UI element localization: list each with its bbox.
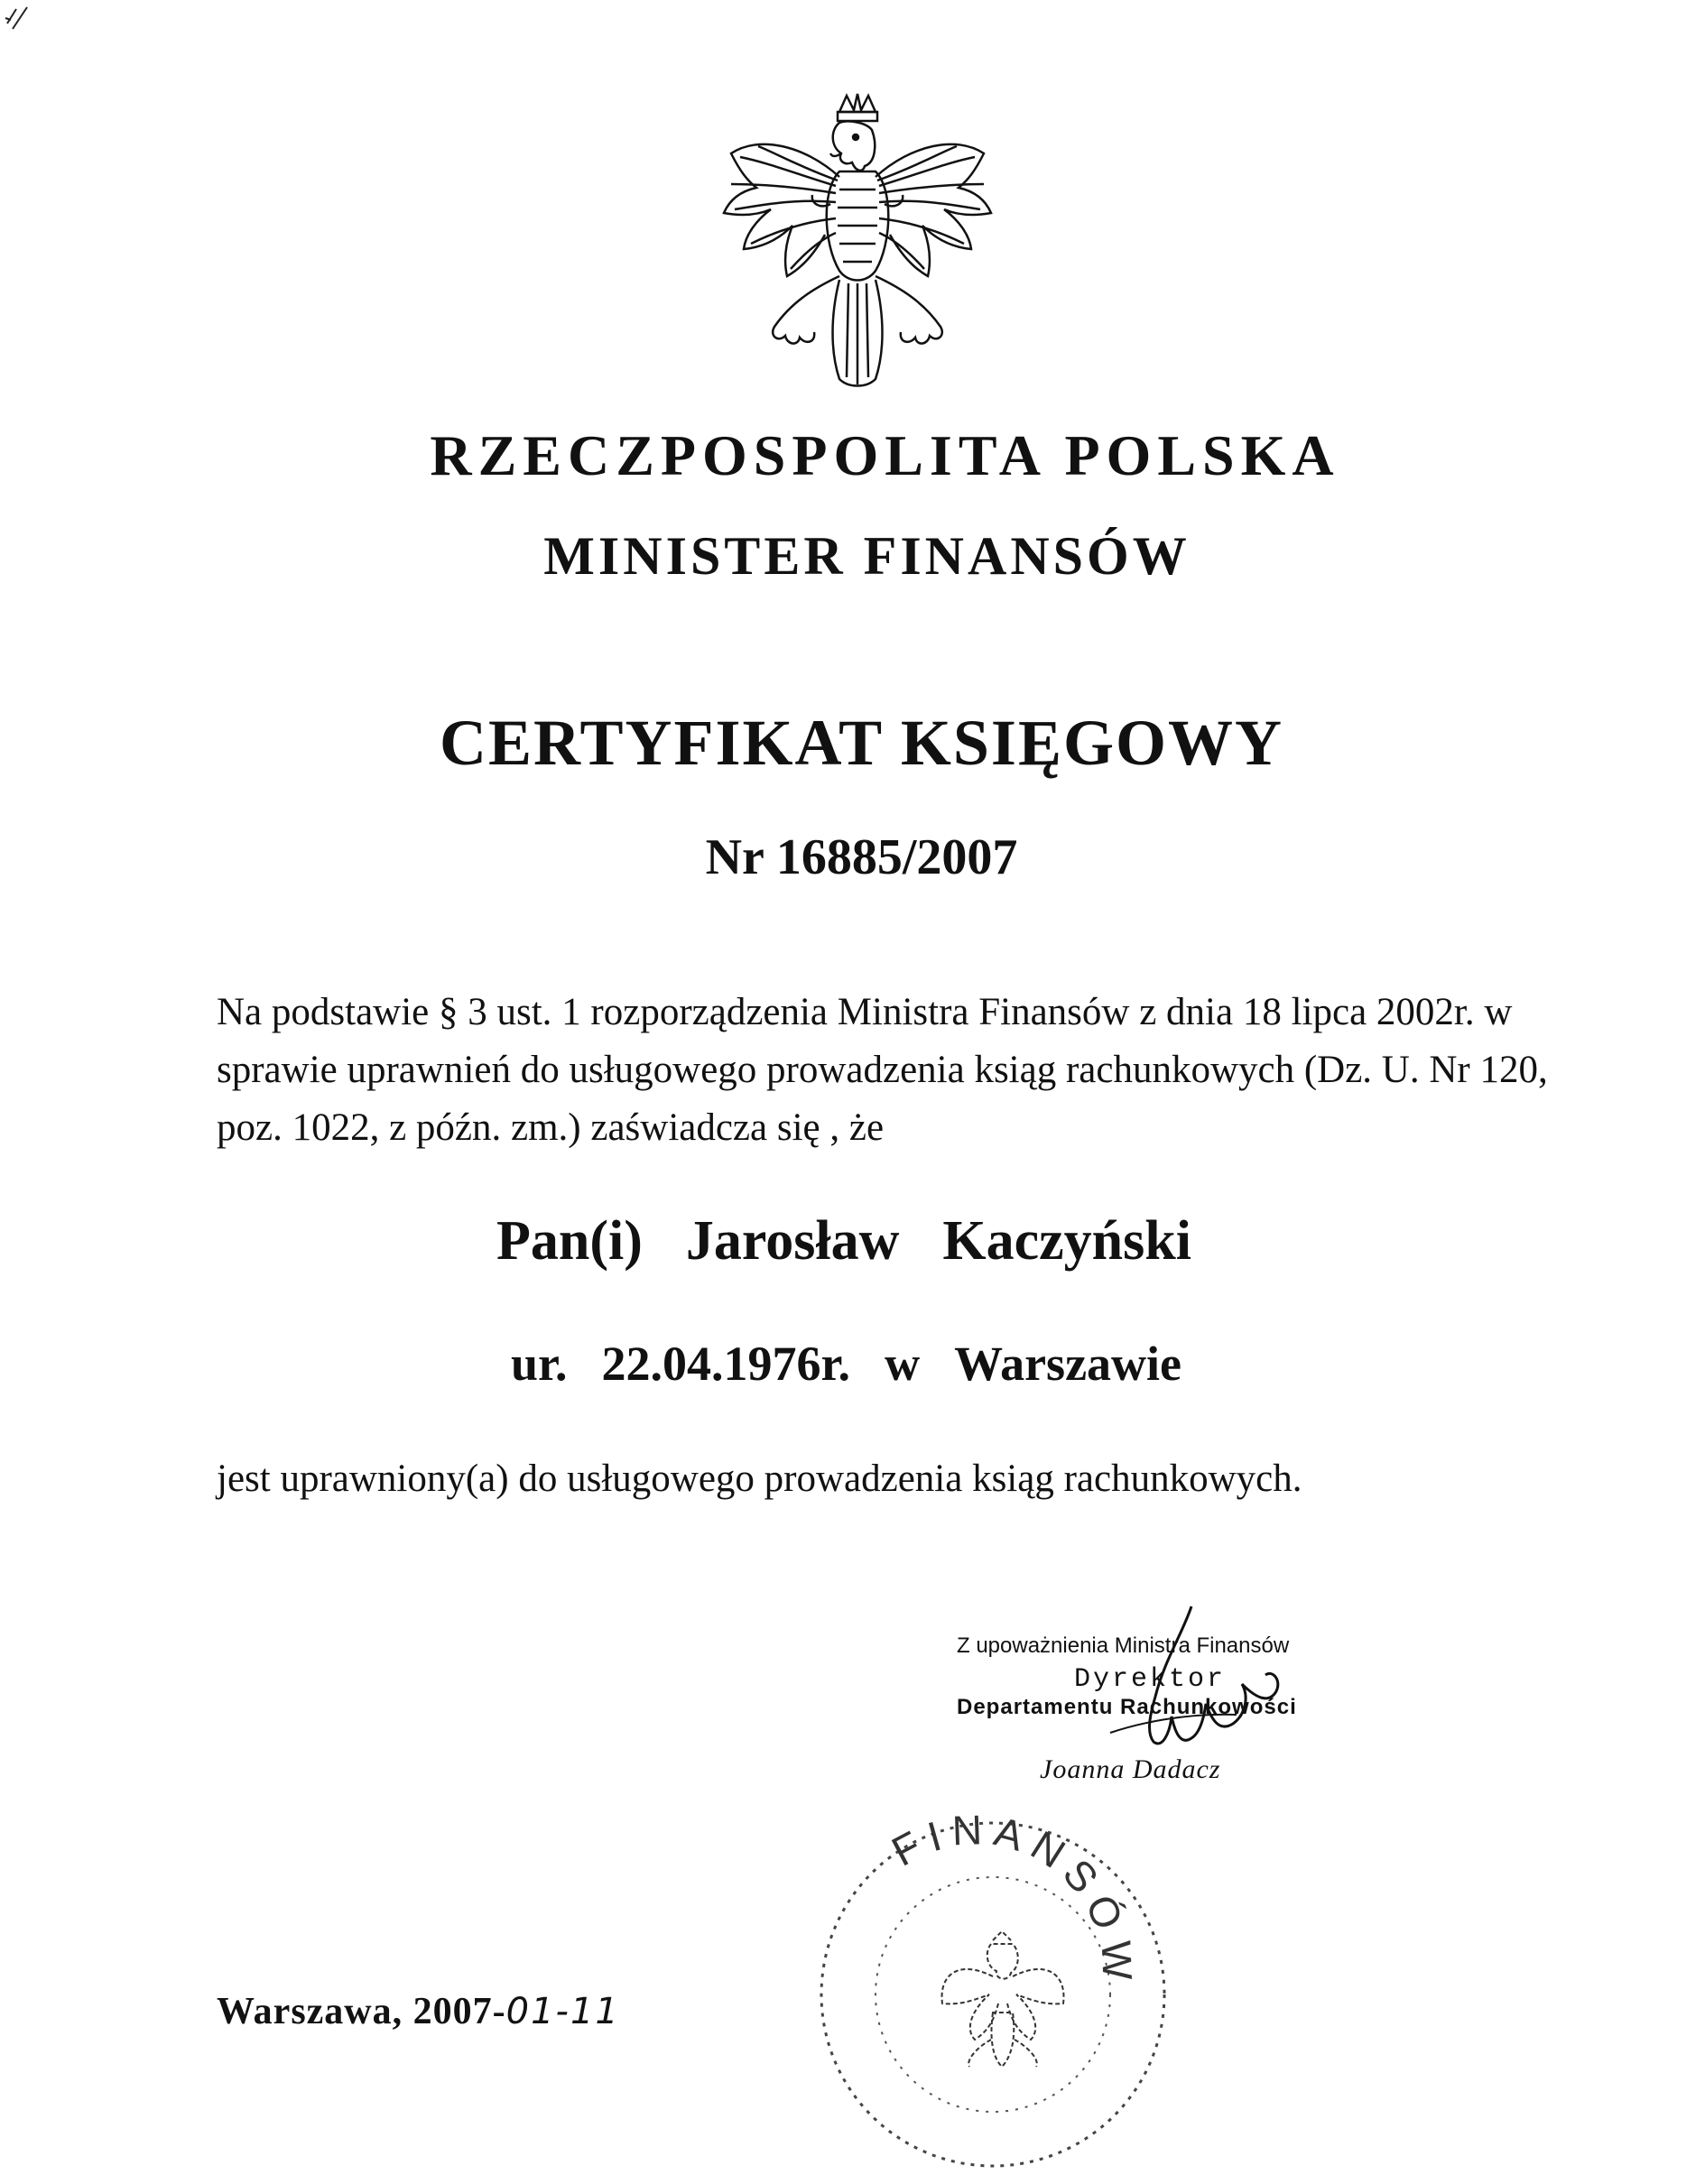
signer-department: Departamentu Rachunkowości: [957, 1695, 1297, 1719]
legal-basis-line: Na podstawie § 3 ust. 1 rozporządzenia Ministra Finansów z dnia 18 lipca 2002r. w: [217, 991, 1513, 1033]
issuing-authority-heading: MINISTER FINANSÓW: [543, 526, 1191, 586]
birth-date: 22.04.1976r.: [601, 1337, 851, 1391]
birth-prefix: ur.: [511, 1337, 568, 1391]
issue-place-printed: Warszawa, 2007-: [217, 1991, 506, 2032]
holder-first-name: Jarosław: [685, 1210, 900, 1272]
birth-place: Warszawie: [954, 1337, 1182, 1391]
svg-text:FINANSÓW: [885, 1806, 1142, 1990]
entitlement-statement: jest uprawniony(a) do usługowego prowadzenia ksiąg rachunkowych.: [217, 1458, 1302, 1500]
signature-authorization: Z upoważnienia Ministra Finansów: [957, 1633, 1290, 1658]
holder-last-name: Kaczyński: [942, 1210, 1191, 1272]
signer-title: Dyrektor: [1074, 1664, 1227, 1695]
birth-place-prefix: w: [885, 1337, 921, 1391]
corner-pen-mark: [4, 2, 40, 38]
country-heading: RZECZPOSPOLITA POLSKA: [430, 423, 1340, 487]
polish-eagle-emblem: [704, 90, 1011, 415]
legal-basis-paragraph: [217, 984, 1625, 1157]
issue-place-date: [217, 1990, 620, 2033]
official-round-seal: [794, 1787, 1191, 2184]
holder-birth-line: [511, 1336, 1216, 1392]
certificate-title: CERTYFIKAT KSIĘGOWY: [440, 707, 1283, 779]
signer-name: Joanna Dadacz: [1040, 1754, 1221, 1784]
holder-salutation: Pan(i): [496, 1210, 643, 1272]
certificate-number: Nr 16885/2007: [705, 829, 1018, 885]
issue-date-handwritten: 01-11: [505, 1991, 620, 2032]
seal-text: FINANSÓW: [884, 1805, 1142, 1990]
handwritten-signature: [1056, 1597, 1291, 1778]
legal-basis-line: sprawie uprawnień do usługowego prowadzenia ksiąg rachunkowych (Dz. U. Nr 120,: [217, 1049, 1548, 1091]
holder-name-line: [496, 1209, 1235, 1273]
legal-basis-line: poz. 1022, z późn. zm.) zaświadcza się , że: [217, 1106, 885, 1149]
